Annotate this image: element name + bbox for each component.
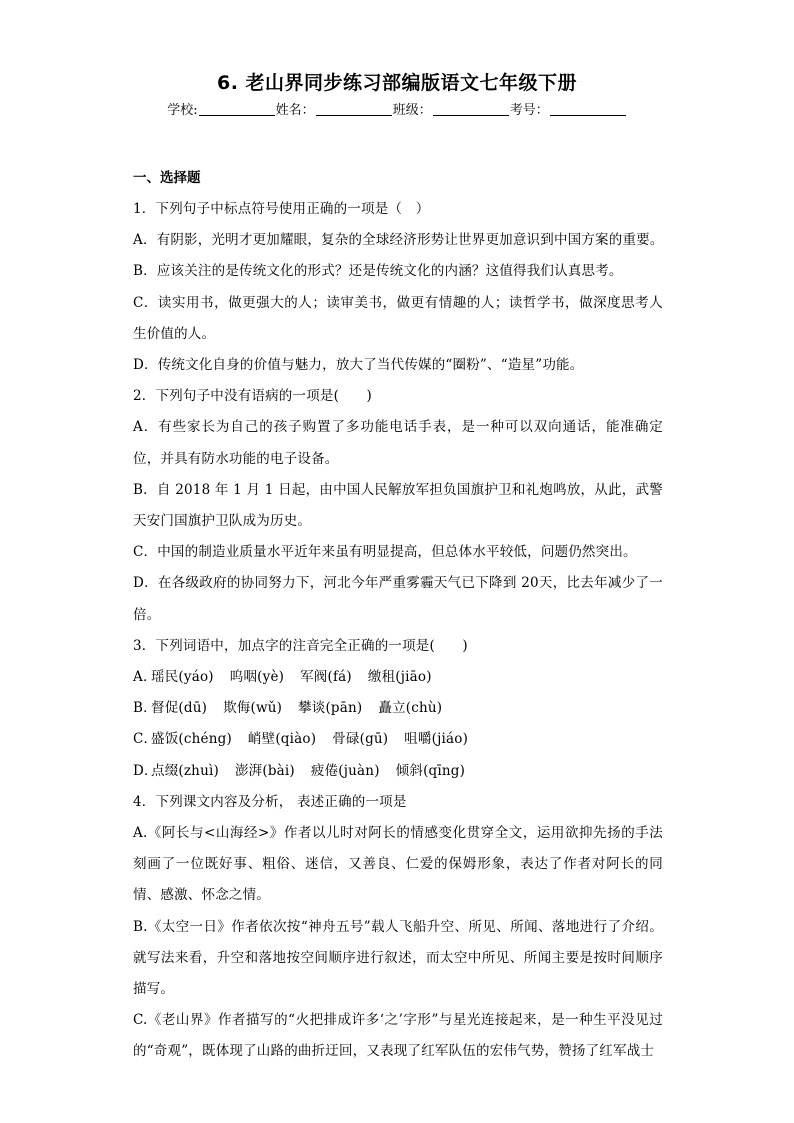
- question-2-option-d: D．在各级政府的协同努力下，河北今年严重雾霾天气已下降到 20天，比去年减少了一倍。: [133, 575, 663, 623]
- document-title: 6. 老山界同步练习部编版语文七年级下册: [216, 72, 578, 94]
- option-word: 点缀(zhuì): [151, 762, 219, 779]
- question-1-option-b: B．应该关注的是传统文化的形式？还是传统文化的内涵？这值得我们认真思考。: [133, 263, 623, 280]
- option-word: 澎湃(bài): [234, 762, 295, 779]
- school-label: 学校:: [167, 103, 198, 118]
- school-blank[interactable]: [199, 101, 275, 116]
- option-word: 督促(dū): [151, 700, 208, 717]
- option-word: 军阀(fá): [300, 669, 352, 686]
- option-word: 缴租(jiāo): [367, 669, 432, 686]
- option-label: D．: [133, 762, 158, 779]
- question-3-option-c: [133, 724, 663, 755]
- student-info-row: [0, 101, 794, 121]
- question-2-option-b: B．自 2018 年 1 月 1 日起，由中国人民解放军担负国旗护卫和礼炮鸣放，从此，武警天安门国旗护卫队成为历史。: [133, 481, 663, 530]
- option-label: C．: [133, 731, 158, 748]
- question-3-option-b: [133, 693, 663, 724]
- option-label: B．: [133, 700, 157, 717]
- name-blank[interactable]: [316, 101, 392, 116]
- questions-content: [133, 163, 663, 1068]
- exam-number-label: 考号：: [509, 103, 549, 118]
- option-word: 矗立(chù): [378, 700, 443, 717]
- option-word: 骨碌(gū): [332, 731, 389, 748]
- option-word: 呜咽(yè): [229, 669, 285, 686]
- exam-number-blank[interactable]: [550, 101, 626, 116]
- option-word: 欺侮(wǔ): [223, 700, 283, 717]
- option-word: 瑶民(yáo): [151, 669, 214, 686]
- question-1-stem: 1．下列句子中标点符号使用正确的一项是（ ）: [133, 201, 430, 217]
- question-1-option-a: A．有阴影，光明才更加耀眼，复杂的全球经济形势让世界更加意识到中国方案的重要。: [133, 232, 664, 249]
- question-2-option-c: C．中国的制造业质量水平近年来虽有明显提高，但总体水平较低，问题仍然突出。: [133, 544, 637, 561]
- option-word: 盛饭(chéng): [151, 731, 232, 748]
- class-blank[interactable]: [433, 101, 509, 116]
- option-word: 倾斜(qīng): [395, 762, 466, 779]
- question-4-stem: 4．下列课文内容及分析， 表述正确的一项是: [133, 793, 407, 810]
- question-3-stem: 3．下列词语中，加点字的注音完全正确的一项是( ): [133, 637, 468, 654]
- name-label: 姓名：: [275, 103, 315, 118]
- question-3-option-d: [133, 756, 663, 787]
- option-word: 咀嚼(jiáo): [404, 731, 469, 748]
- question-4-option-b: B.《太空一日》作者依次按“神舟五号”载人飞船升空、所见、所闻、落地进行了介绍。就写法来看，升空和落地按空间顺序进行叙述，而太空中所见、所闻主要是按时间顺序描写。: [133, 918, 663, 998]
- question-1-option-d: D．传统文化自身的价值与魅力，放大了当代传媒的“圈粉”、“造星”功能。: [133, 357, 584, 374]
- section-title: 一、选择题: [133, 170, 201, 186]
- option-word: 疲倦(juàn): [310, 762, 380, 779]
- question-4-option-c: C.《老山界》作者描写的“火把排成许多‘之’字形”与星光连接起来，是一种生平没见过的“奇观”，既体现了山路的曲折迂回，又表现了红军队伍的宏伟气势，赞扬了红军战士: [133, 1012, 663, 1060]
- question-3-option-a: [133, 662, 663, 693]
- question-4-option-a: A.《阿长与<山海经>》作者以儿时对阿长的情感变化贯穿全文，运用欲抑先扬的手法刻画了一位既好事、粗俗、迷信，又善良、仁爱的保姆形象，表达了作者对阿长的同情、感激、怀念之情。: [133, 825, 663, 904]
- option-word: 峭壁(qiào): [247, 731, 317, 748]
- option-label: A．: [133, 669, 157, 686]
- question-1-option-c: C．读实用书，做更强大的人；读审美书，做更有情趣的人；读哲学书，做深度思考人生价值的人。: [133, 294, 663, 342]
- option-word: 攀谈(pān): [298, 700, 363, 717]
- class-label: 班级：: [392, 103, 432, 118]
- question-2-stem: 2．下列句子中没有语病的一项是( ): [133, 388, 372, 405]
- question-2-option-a: A．有些家长为自己的孩子购置了多功能电话手表，是一种可以双向通话，能准确定位，并具有防水功能的电子设备。: [133, 419, 663, 467]
